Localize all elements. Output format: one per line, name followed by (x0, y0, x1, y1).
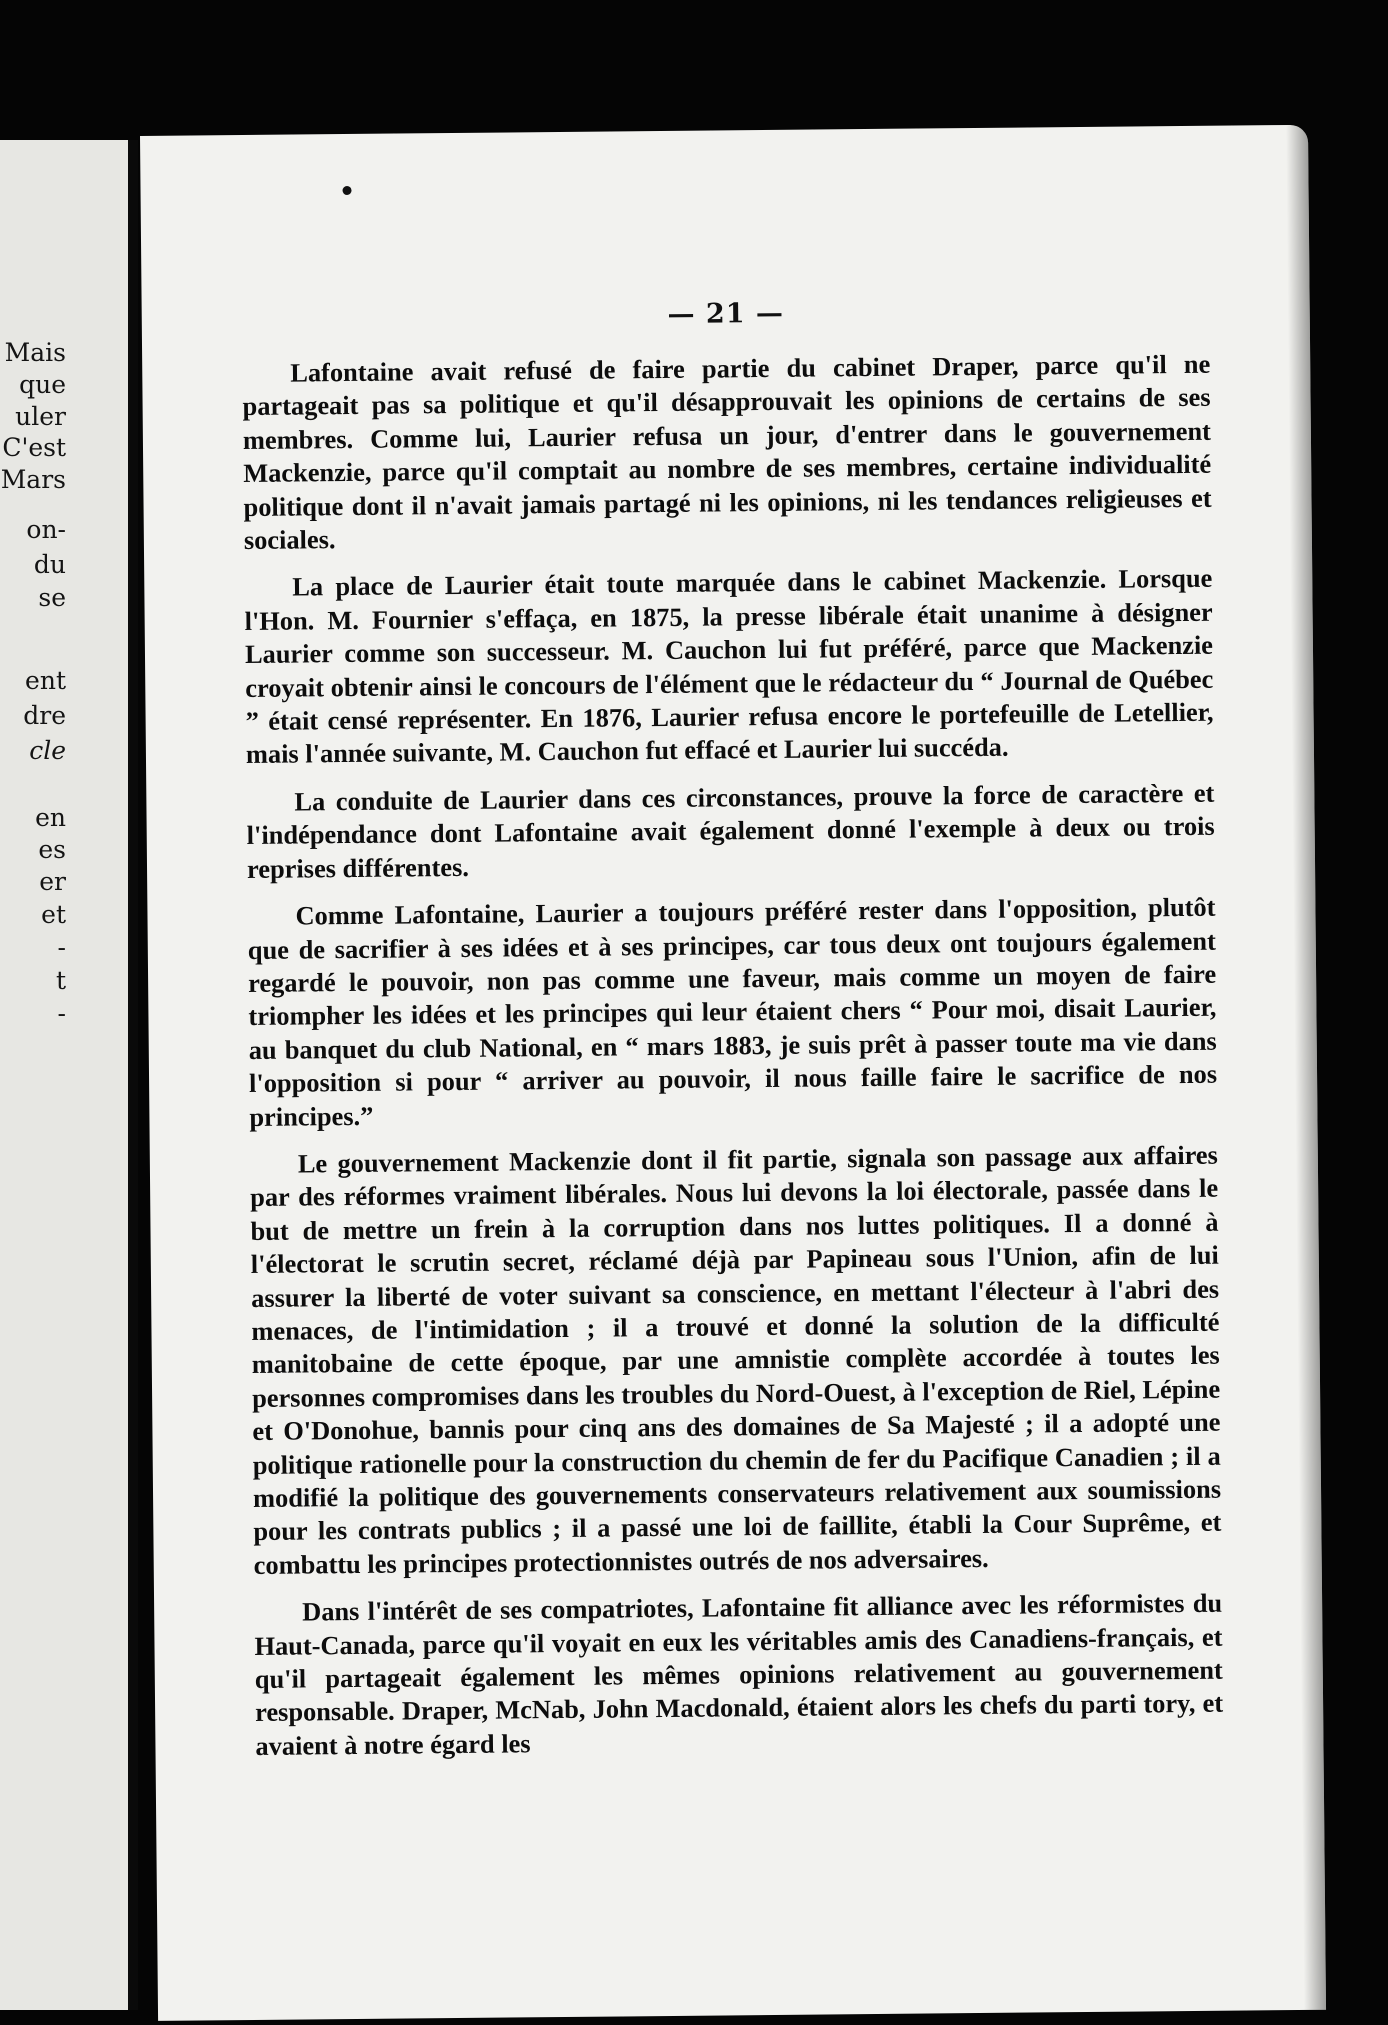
left-page-fragment: ent (25, 666, 66, 695)
left-page-fragment: Mars (0, 465, 66, 494)
paragraph: Dans l'intérêt de ses compatriotes, Lafontaine fit alliance avec les réformistes du Haut-Canada, parce qu'il voyait en eux les véritables amis des Canadiens-français, et qu'il partageait également les mêmes opinions relativement au gouvernement responsable. Draper, McNab, John Macdonald, étaient alors les chefs du parti tory, et avaient à notre égard les (254, 1587, 1224, 1761)
ink-dot (342, 186, 351, 195)
body-text (242, 348, 1224, 1777)
left-page-fragment: er (39, 867, 66, 896)
left-page-fragment: en (35, 803, 66, 832)
page-edge-shadow (1286, 125, 1326, 2010)
left-page-fragment: dre (23, 701, 66, 730)
left-page-fragment: cle (29, 736, 66, 765)
left-page-fragment: et (41, 900, 66, 929)
book-gutter (128, 140, 138, 2010)
left-page-fragment: que (19, 370, 66, 399)
left-page-fragment: - (57, 933, 66, 962)
previous-page-fragment (0, 140, 128, 2010)
left-page-fragment: on- (26, 515, 66, 544)
left-page-fragment: es (38, 835, 66, 864)
left-page-fragment: du (33, 550, 66, 579)
left-page-fragment: Mais (4, 338, 66, 367)
left-page-fragment: - (57, 999, 66, 1028)
paragraph: Comme Lafontaine, Laurier a toujours préféré rester dans l'opposition, plutôt que de sacrifier à ses idées et à ses principes, car tous deux ont toujours également regardé le pouvoir, non pas comme une faveur, mais comme un moyen de faire triompher les idées et les principes qui leur étaient chers “ Pour moi, disait Laurier, au banquet du club National, en “ mars 1883, je suis prêt à passer toute ma vie dans l'opposition si pour “ arriver au pouvoir, il nous faille faire le sacrifice de nos principes.” (247, 891, 1218, 1132)
page-number: — 21 — (667, 297, 785, 330)
paragraph: La conduite de Laurier dans ces circonstances, prouve la force de caractère et l'indépendance dont Lafontaine avait également donné l'exemple à deux ou trois reprises différentes. (246, 777, 1215, 884)
paragraph: Lafontaine avait refusé de faire partie du cabinet Draper, parce qu'il ne partageait pas sa politique et qu'il désapprouvait les opinions de certains de ses membres. Comme lui, Laurier refusa un jour, d'entrer dans le gouvernement Mackenzie, parce qu'il comptait au nombre de ses membres, certaine individualité politique dont il n'avait jamais partagé ni les opinions, ni les tendances religieuses et sociales. (242, 348, 1212, 556)
left-page-fragment: se (38, 583, 66, 612)
paragraph: La place de Laurier était toute marquée dans le cabinet Mackenzie. Lorsque l'Hon. M. Fournier s'effaça, en 1875, la presse libérale était unanime à désigner Laurier comme son successeur. M. Cauchon lui fut préféré, parce que Mackenzie croyait obtenir ainsi le concours de l'élément que le rédacteur du “ Journal de Québec ” était censé représenter. En 1876, Laurier refusa encore le portefeuille de Letellier, mais l'année suivante, M. Cauchon fut effacé et Laurier lui succéda. (244, 563, 1214, 770)
left-page-fragment: C'est (2, 433, 66, 462)
paragraph: Le gouvernement Mackenzie dont il fit partie, signala son passage aux affaires par des réformes vraiment libérales. Nous lui devons la loi électorale, passée dans le but de mettre un frein à la corruption dans nos luttes politiques. Il a donné à l'électorat le scrutin secret, réclamé déjà par Papineau sous l'Union, afin de lui assurer la liberté de voter suivant sa conscience, en mettant l'électeur à l'abri des menaces, de l'intimidation ; il a trouvé et donné la solution de la difficulté manitobaine de cette époque, par une amnistie complète accordée à toutes les personnes compromises dans les troubles du Nord-Ouest, à l'exception de Riel, Lépine et O'Donohue, bannis pour cinq ans des domaines de Sa Majesté ; il a adopté une politique rationelle pour la construction du chemin de fer du Pacifique Canadien ; il a modifié la politique des gouvernements conservateurs relativement aux soumissions pour les contrats publics ; il a passé une loi de faillite, établi la Cour Suprême, et combattu les principes protectionnistes outrés de nos adversaires. (250, 1139, 1222, 1580)
left-page-fragment: uler (15, 402, 66, 431)
book-page (140, 125, 1326, 2021)
left-page-fragment: t (55, 966, 66, 995)
